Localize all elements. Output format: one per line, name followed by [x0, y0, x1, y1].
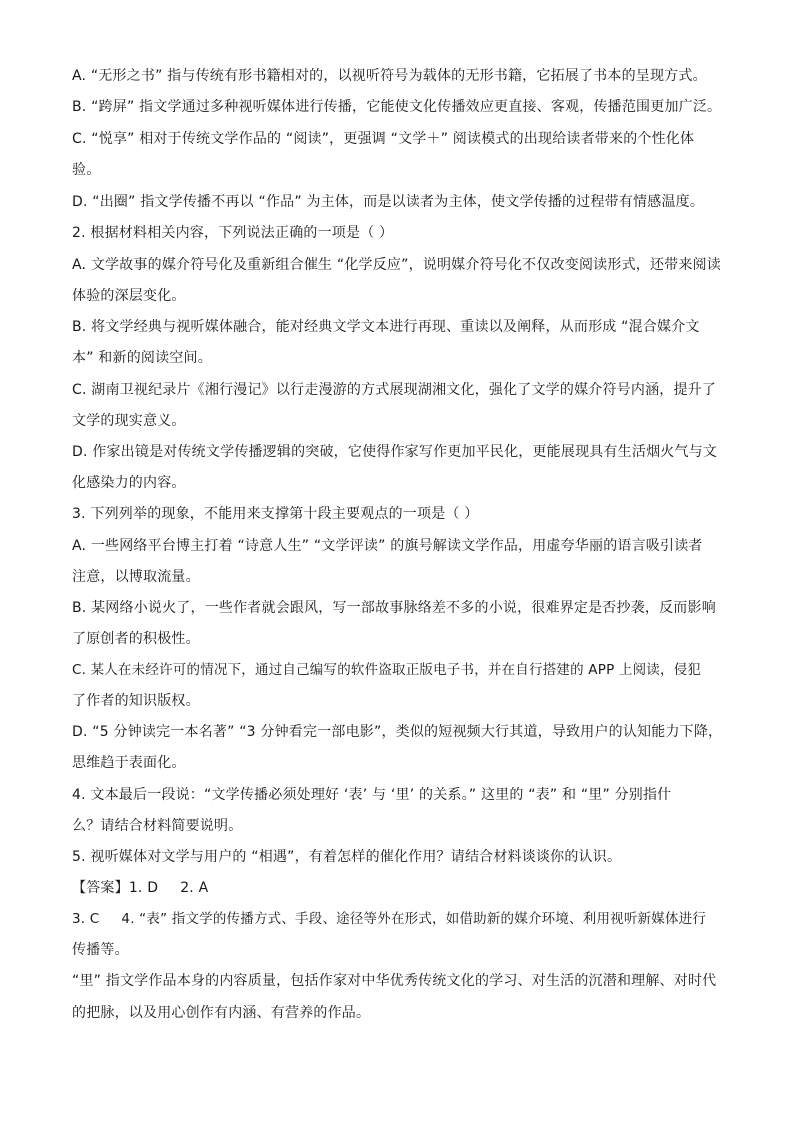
q4-line1: 4. 文本最后一段说：“文学传播必须处理好 ‘表’ 与 ‘里’ 的关系。” 这里的 “表” 和 “里” 分别指什	[72, 787, 672, 803]
q3-option-d-line1: D. “5 分钟读完一本名著” “3 分钟看完一部电影”，类似的短视频大行其道，导致用户的认知能力下降，	[72, 724, 723, 740]
q4-line2: 么？请结合材料简要说明。	[72, 818, 243, 834]
q5-line1: 5. 视听媒体对文学与用户的 “相遇”，有着怎样的催化作用？请结合材料谈谈你的认识。	[72, 849, 622, 865]
q2-option-a-line1: A. 文学故事的媒介符号化及重新组合催生 “化学反应”，说明媒介符号化不仅改变阅读形式，还带来阅读	[72, 257, 721, 273]
q3-option-a-line1: A. 一些网络平台博主打着 “诗意人生” “文学评读” 的旗号解读文学作品，用虚夸华丽的语言吸引读者	[72, 538, 703, 554]
answer-1: 1. D	[128, 880, 159, 896]
q3-option-b-line2: 了原创者的积极性。	[72, 631, 200, 647]
answer-3: 3. C	[72, 911, 100, 927]
q2-option-d-line1: D. 作家出镜是对传统文学传播逻辑的突破，它使得作家写作更加平民化，更能展现具有生活烟火气与文	[72, 444, 718, 460]
q3-option-b-line1: B. 某网络小说火了，一些作者就会跟风，写一部故事脉络差不多的小说，很难界定是否抄袭，反而影响	[72, 600, 716, 616]
q3-option-c-line2: 了作者的知识版权。	[72, 693, 200, 709]
q1-option-a: A. “无形之书” 指与传统有形书籍相对的，以视听符号为载体的无形书籍，它拓展了书本的呈现方式。	[72, 68, 707, 84]
answer-4-line3: “里” 指文学作品本身的内容质量，包括作家对中华优秀传统文化的学习、对生活的沉潜和理解、对时代	[72, 973, 717, 989]
answer-4-line1: 4. “表” 指文学的传播方式、手段、途径等外在形式，如借助新的媒介环境、利用视听新媒体进行	[121, 911, 707, 927]
answer-4-line4: 的把脉，以及用心创作有内涵、有营养的作品。	[72, 1005, 371, 1021]
q2-option-b-line2: 本” 和新的阅读空间。	[72, 350, 212, 366]
q3-option-c-line1: C. 某人在未经许可的情况下，通过自己编写的软件盗取正版电子书，并在自行搭建的 APP 上阅读，侵犯	[72, 662, 702, 678]
q1-option-c-line1: C. “悦享” 相对于传统文学作品的 “阅读”，更强调 “文学＋” 阅读模式的出现给读者带来的个性化体	[72, 131, 695, 147]
answer-2: 2. A	[180, 880, 209, 896]
q3-stem: 3. 下列列举的现象，不能用来支撑第十段主要观点的一项是（ ）	[72, 506, 479, 522]
q2-option-c-line1: C. 湖南卫视纪录片《湘行漫记》以行走漫游的方式展现湖湘文化，强化了文学的媒介符号内涵，提升了	[72, 382, 717, 398]
q1-option-c-line2: 验。	[72, 162, 101, 178]
q2-option-d-line2: 化感染力的内容。	[72, 475, 186, 491]
q1-option-d: D. “出圈” 指文学传播不再以 “作品” 为主体，而是以读者为主体，使文学传播的过程带有情感温度。	[72, 194, 705, 210]
q2-option-a-line2: 体验的深层变化。	[72, 288, 186, 304]
q2-stem: 2. 根据材料相关内容，下列说法正确的一项是（ ）	[72, 225, 394, 241]
q2-option-b-line1: B. 将文学经典与视听媒体融合，能对经典文学文本进行再现、重读以及阐释，从而形成 “混合媒介文	[72, 319, 700, 335]
answer-4-line2: 传播等。	[72, 942, 129, 958]
answer-tag: 【答案】	[72, 880, 129, 896]
q1-option-b: B. “跨屏” 指文学通过多种视听媒体进行传播，它能使文化传播效应更直接、客观，传播范围更加广泛。	[72, 99, 722, 115]
answer-row-2	[72, 910, 706, 928]
answer-row-1	[72, 879, 208, 897]
q2-option-c-line2: 文学的现实意义。	[72, 413, 186, 429]
q3-option-a-line2: 注意，以博取流量。	[72, 569, 200, 585]
q3-option-d-line2: 思维趋于表面化。	[72, 755, 186, 771]
